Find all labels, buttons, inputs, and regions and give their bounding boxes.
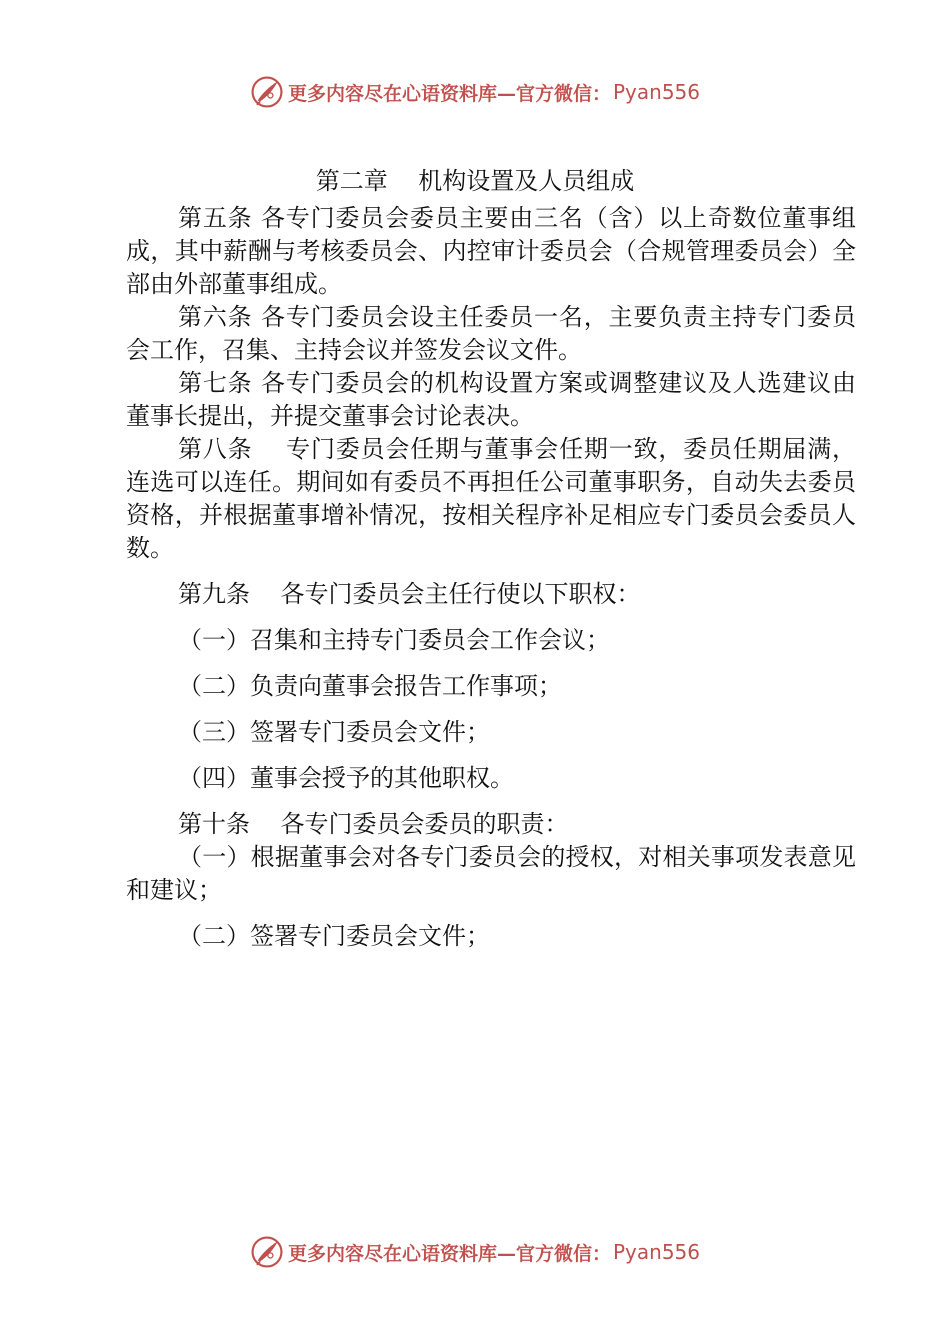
article-7: 第七条 各专门委员会的机构设置方案或调整建议及人选建议由董事长提出，并提交董事会讨论表决。 — [126, 369, 856, 430]
article-10-item-1: （一）根据董事会对各专门委员会的授权，对相关事项发表意见和建议； — [126, 843, 856, 904]
article-9-heading: 第九条 各专门委员会主任行使以下职权： — [178, 580, 641, 608]
article-5: 第五条 各专门委员会委员主要由三名（含）以上奇数位董事组成，其中薪酬与考核委员会、内控审计委员会（合规管理委员会）全部由外部董事组成。 — [126, 204, 856, 298]
article-9-item-1: （一）召集和主持专门委员会工作会议； — [178, 626, 610, 654]
watermark-text: 更多内容尽在心语资料库—官方微信： — [287, 82, 611, 105]
watermark-wechat-id: Pyan556 — [613, 1240, 701, 1264]
article-10-item-2: （二）签署专门委员会文件； — [178, 922, 490, 950]
document-body — [126, 202, 864, 953]
article-9-item-3: （三）签署专门委员会文件； — [178, 718, 490, 746]
quill-logo-icon — [250, 1235, 284, 1269]
watermark-wechat-id: Pyan556 — [613, 80, 701, 104]
article-9-item-2: （二）负责向董事会报告工作事项； — [178, 672, 562, 700]
quill-logo-icon — [250, 75, 284, 109]
chapter-title: 第二章 机构设置及人员组成 — [315, 167, 635, 195]
footer-watermark — [0, 1232, 950, 1272]
article-9-item-4: （四）董事会授予的其他职权。 — [178, 764, 514, 792]
article-10-heading: 第十条 各专门委员会委员的职责： — [178, 810, 569, 838]
article-8: 第八条 专门委员会任期与董事会任期一致，委员任期届满， 连选可以连任。期间如有委员不再担任公司董事职务，自动失去委员资格，并根据董事增补情况，按相关程序补足相应专门委员会委员人数。 — [126, 435, 864, 562]
article-6: 第六条 各专门委员会设主任委员一名，主要负责主持专门委员会工作，召集、主持会议并签发会议文件。 — [126, 303, 856, 364]
header-watermark — [0, 72, 950, 112]
watermark-text: 更多内容尽在心语资料库—官方微信： — [287, 1242, 611, 1265]
